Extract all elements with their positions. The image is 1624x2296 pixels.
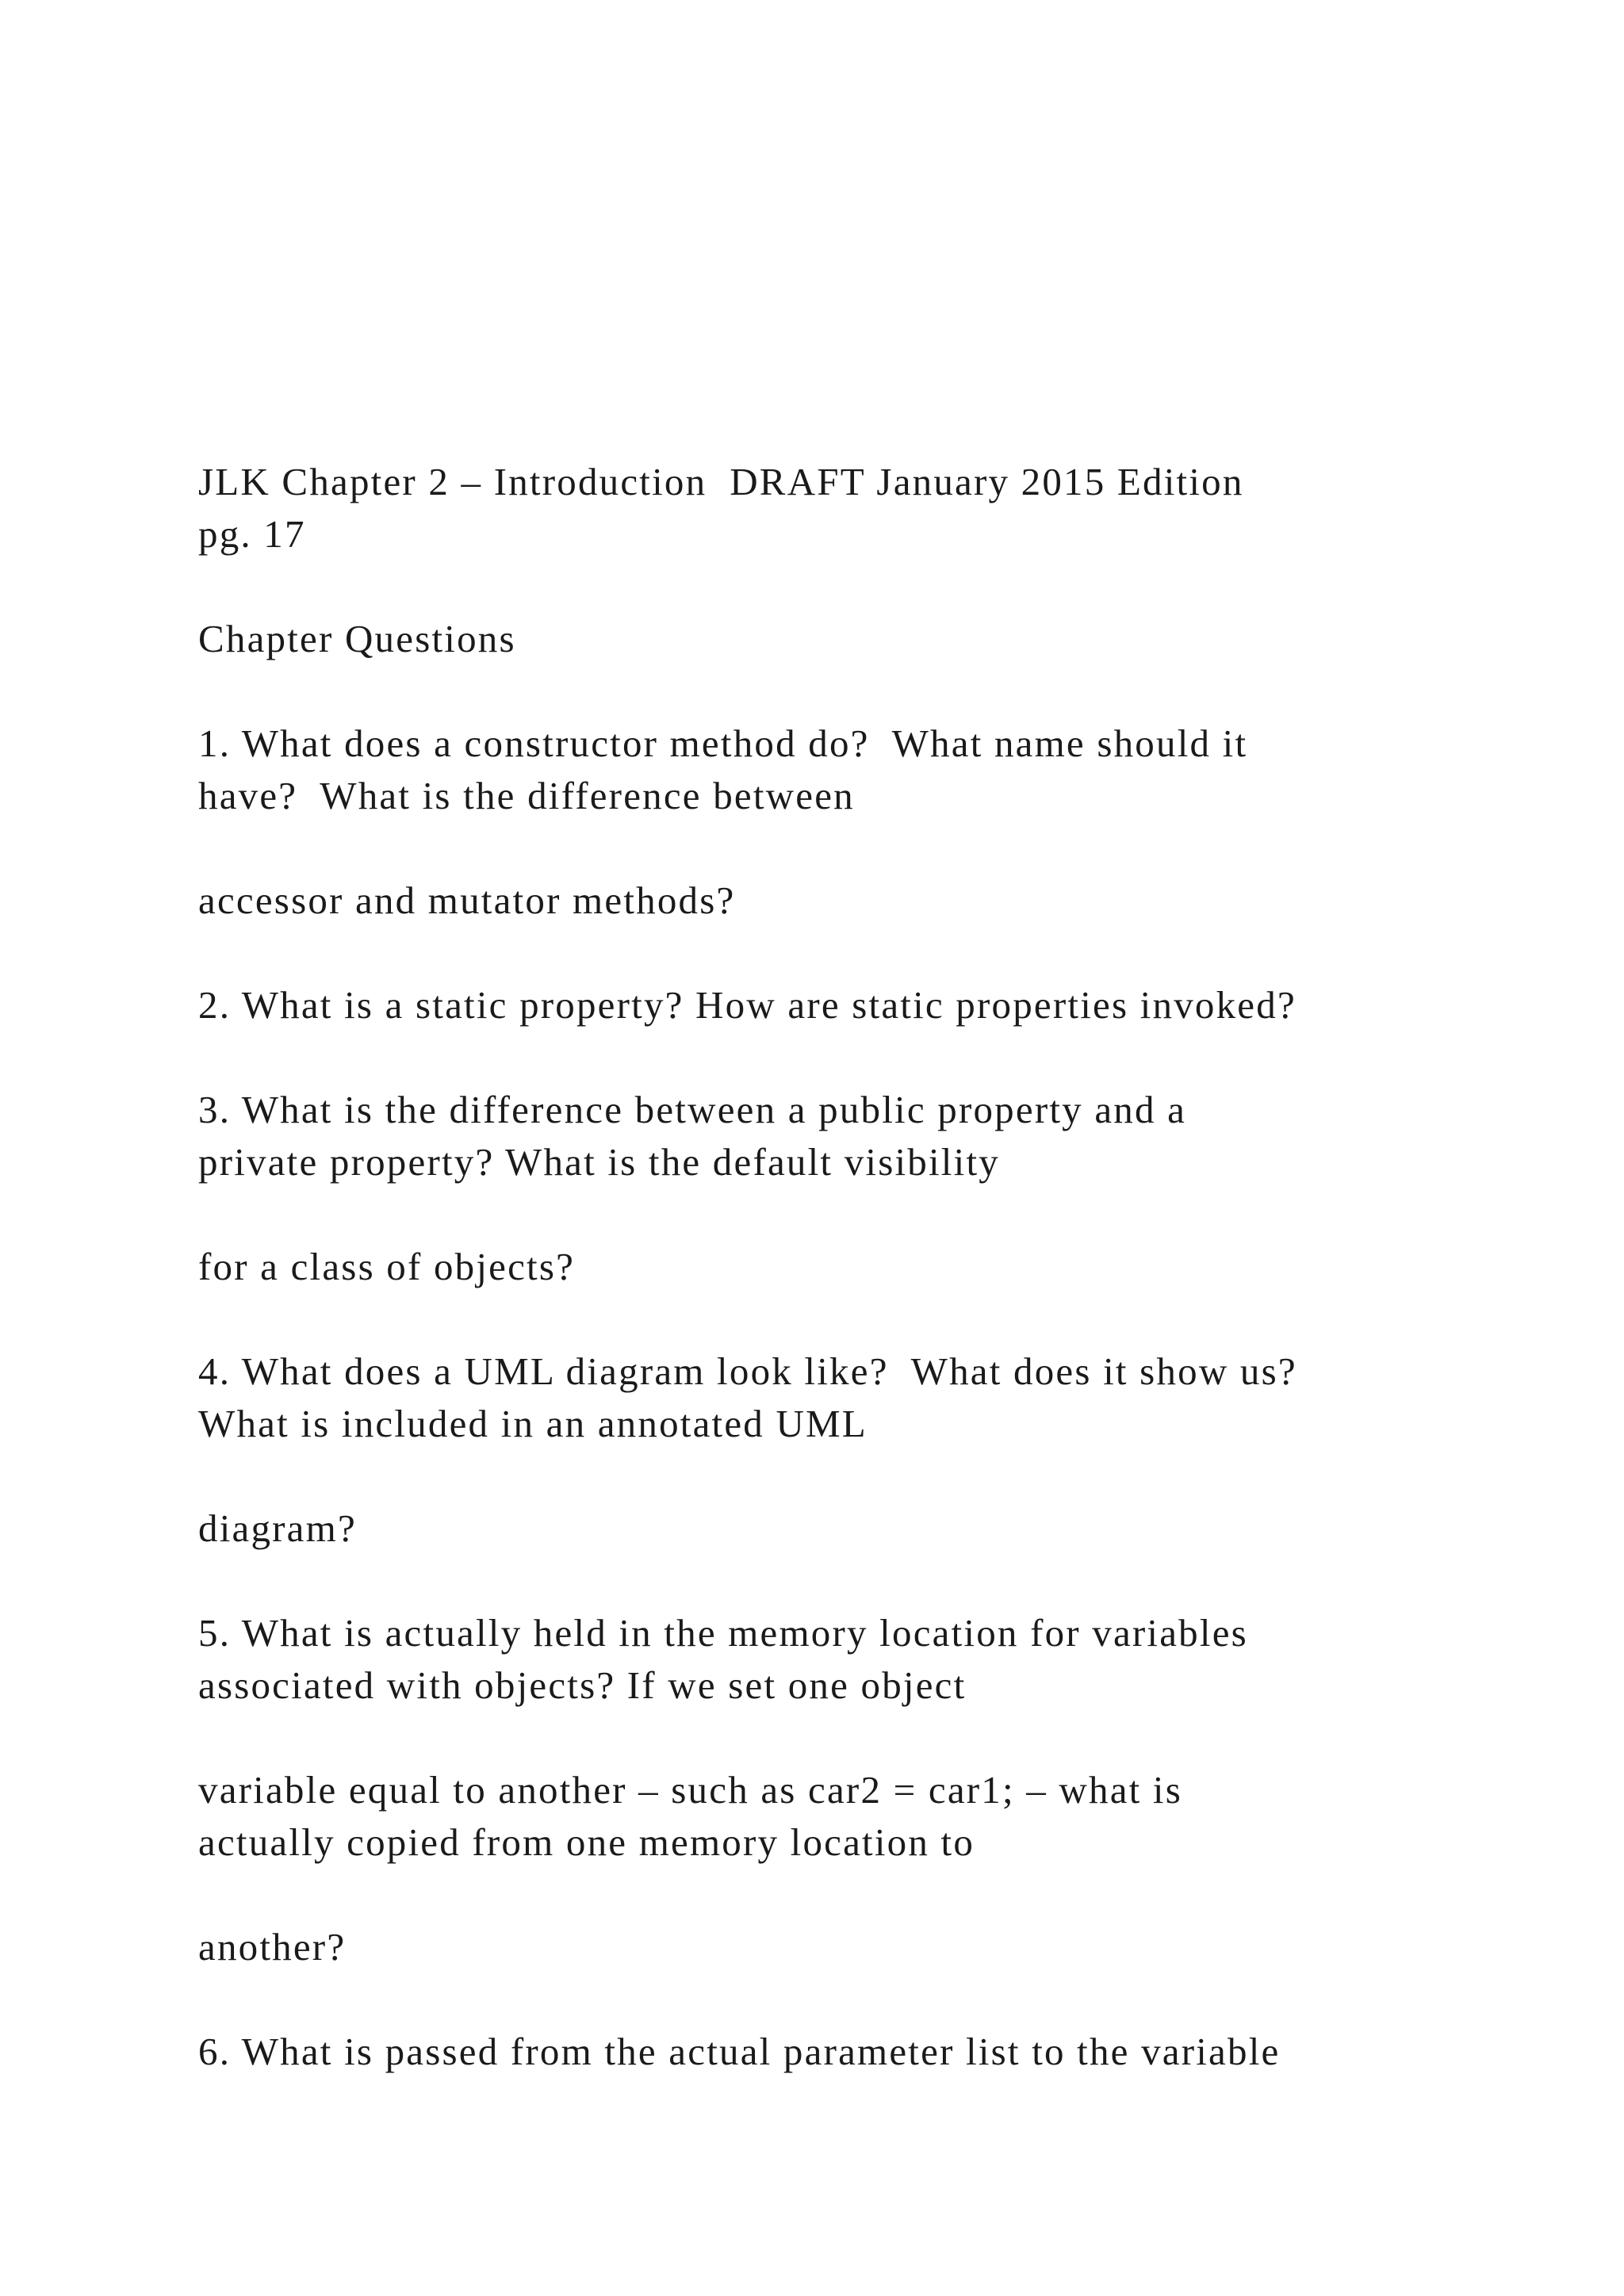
question-3-line-2: private property? What is the default visibility (198, 1140, 1000, 1184)
question-1-line-1: 1. What does a constructor method do? What name should it (198, 721, 1248, 765)
question-4-line-3: diagram? (198, 1506, 357, 1550)
question-3-line-3: for a class of objects? (198, 1245, 576, 1288)
question-5-line-4: actually copied from one memory location to (198, 1820, 975, 1864)
question-2-line-1: 2. What is a static property? How are static properties invoked? (198, 983, 1297, 1027)
question-5-line-5: another? (198, 1925, 347, 1969)
question-1-line-3: accessor and mutator methods? (198, 878, 736, 922)
question-6-line-1: 6. What is passed from the actual parameter list to the variable (198, 2030, 1281, 2073)
question-4-line-1: 4. What does a UML diagram look like? What does it show us? (198, 1349, 1297, 1393)
question-4-line-2: What is included in an annotated UML (198, 1402, 868, 1445)
section-title: Chapter Questions (198, 617, 516, 660)
question-3-line-1: 3. What is the difference between a public property and a (198, 1088, 1187, 1131)
header-line-2: pg. 17 (198, 512, 306, 556)
question-5-line-2: associated with objects? If we set one object (198, 1663, 967, 1707)
question-1-line-2: have? What is the difference between (198, 774, 855, 817)
question-5-line-1: 5. What is actually held in the memory location for variables (198, 1611, 1248, 1655)
question-5-line-3: variable equal to another – such as car2 = car1; – what is (198, 1768, 1182, 1812)
header-line-1: JLK Chapter 2 – Introduction DRAFT January 2015 Edition (198, 460, 1244, 503)
